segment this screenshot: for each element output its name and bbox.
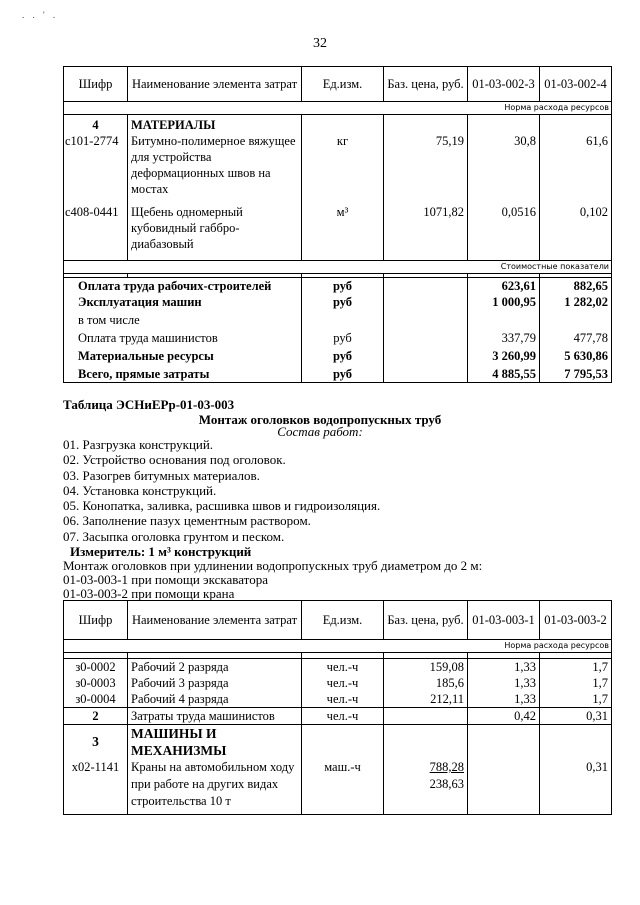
header-price: Баз. цена, руб. <box>384 67 468 102</box>
row-unit: кг <box>302 133 384 197</box>
row-name: Щебень одномерный кубовидный габбро-диабазовый <box>128 197 302 261</box>
cost-band <box>64 261 612 274</box>
cost-row <box>64 278 612 295</box>
section-number: 4 <box>64 115 128 134</box>
row-value-2: 1,7 <box>540 675 612 691</box>
row-price: 75,19 <box>384 133 468 197</box>
header-col2: 01-03-002-4 <box>540 67 612 102</box>
page-number: 32 <box>313 36 327 51</box>
row-value-1: 1,33 <box>468 659 540 676</box>
header-col1: 01-03-002-3 <box>468 67 540 102</box>
row-value-2: 0,102 <box>540 197 612 261</box>
header-col2: 01-03-003-2 <box>540 601 612 640</box>
table-row <box>64 133 612 197</box>
meter-unit: Измеритель: 1 м³ конструкций <box>70 544 252 559</box>
header-price: Баз. цена, руб. <box>384 601 468 640</box>
norm-band <box>64 640 612 653</box>
work-step: 05. Конопатка, заливка, расшивка швов и гидроизоляция. <box>63 498 381 514</box>
header-unit: Ед.изм. <box>302 67 384 102</box>
row-name: Рабочий 4 разряда <box>128 691 302 708</box>
row-number: 2 <box>64 708 128 725</box>
row-value-2: 0,31 <box>540 759 612 815</box>
row-value-1 <box>468 759 540 815</box>
cost-value-1: 3 260,99 <box>468 346 540 364</box>
work-step: 07. Засыпка оголовка грунтом и песком. <box>63 528 285 544</box>
work-step: 03. Разогрев битумных материалов. <box>63 467 260 483</box>
row-value-2: 0,31 <box>540 708 612 725</box>
cost-label: Стоимостные показатели <box>64 261 612 274</box>
row-price-secondary: 238,63 <box>429 777 464 791</box>
row-code: з0-0003 <box>64 675 128 691</box>
work-step: 01. Разгрузка конструкций. <box>63 437 214 452</box>
cost-value-1: 1 000,95 <box>468 294 540 310</box>
cost-unit: руб <box>302 278 384 295</box>
cost-value-1: 623,61 <box>468 278 540 295</box>
row-value-1: 30,8 <box>468 133 540 197</box>
norm-label: Норма расхода ресурсов <box>64 102 612 115</box>
variant: 01-03-003-2 при помощи крана <box>63 586 235 601</box>
header-unit: Ед.изм. <box>302 601 384 640</box>
row-name: Затраты труда машинистов <box>128 708 302 725</box>
row-unit: чел.-ч <box>302 708 384 725</box>
section-title: МАТЕРИАЛЫ <box>128 115 302 134</box>
cost-unit: руб <box>302 346 384 364</box>
row-price: 159,08 <box>384 659 468 676</box>
cost-name: в том числе <box>64 310 302 328</box>
work-description: Монтаж оголовков при удлинении водопропускных труб диаметром до 2 м: <box>63 558 483 573</box>
row-code: х02-1141 <box>64 759 128 815</box>
row-price: 1071,82 <box>384 197 468 261</box>
row-unit: м³ <box>302 197 384 261</box>
cost-name: Всего, прямые затраты <box>64 364 302 383</box>
cost-name: Оплата труда рабочих-строителей <box>64 278 302 295</box>
variant: 01-03-003-1 при помощи экскаватора <box>63 572 268 587</box>
row-value-2: 1,7 <box>540 691 612 708</box>
row-unit: чел.-ч <box>302 691 384 708</box>
table-row <box>64 197 612 261</box>
table-header-row <box>64 601 612 640</box>
cost-value-2: 882,65 <box>540 278 612 295</box>
work-step: 06. Заполнение пазух цементным раствором. <box>63 513 311 529</box>
cost-value-1: 337,79 <box>468 328 540 346</box>
cost-unit: руб <box>302 364 384 383</box>
header-code: Шифр <box>64 67 128 102</box>
cost-value-2: 5 630,86 <box>540 346 612 364</box>
cost-row <box>64 364 612 383</box>
cost-row <box>64 328 612 346</box>
cost-value-2: 477,78 <box>540 328 612 346</box>
norm-band <box>64 102 612 115</box>
table-row <box>64 691 612 708</box>
work-step: 02. Устройство основания под оголовок. <box>63 452 286 468</box>
cost-name: Эксплуатация машин <box>64 294 302 310</box>
resource-table-1 <box>63 66 612 383</box>
operator-row <box>64 708 612 725</box>
row-value-2: 1,7 <box>540 659 612 676</box>
composition-label: Состав работ: <box>277 424 363 439</box>
work-step: 04. Установка конструкций. <box>63 482 217 498</box>
cost-unit: руб <box>302 328 384 346</box>
row-price: 788,28 <box>429 760 464 774</box>
cost-row <box>64 310 612 328</box>
row-unit: маш.-ч <box>302 759 384 815</box>
section-row <box>64 115 612 134</box>
row-code: з0-0004 <box>64 691 128 708</box>
row-price: 212,11 <box>384 691 468 708</box>
cost-value-1: 4 885,55 <box>468 364 540 383</box>
scan-marks: . . ' . <box>22 10 59 20</box>
row-code: с101-2774 <box>64 133 128 197</box>
row-unit: чел.-ч <box>302 675 384 691</box>
table-row <box>64 759 612 815</box>
header-col1: 01-03-003-1 <box>468 601 540 640</box>
cost-name: Материальные ресурсы <box>64 346 302 364</box>
cost-value-2: 1 282,02 <box>540 294 612 310</box>
header-name: Наименование элемента затрат <box>128 601 302 640</box>
cost-name: Оплата труда машинистов <box>64 328 302 346</box>
row-code: с408-0441 <box>64 197 128 261</box>
resource-table-2 <box>63 600 612 815</box>
row-unit: чел.-ч <box>302 659 384 676</box>
work-steps <box>63 437 623 544</box>
section-subtitle: Монтаж оголовков водопропускных труб <box>198 412 442 427</box>
cost-row <box>64 294 612 310</box>
section-title: МАШИНЫ И МЕХАНИЗМЫ <box>128 725 302 760</box>
table-row <box>64 659 612 676</box>
table-header-row <box>64 67 612 102</box>
table-row <box>64 675 612 691</box>
section-row <box>64 725 612 760</box>
row-name: Краны на автомобильном ходу при работе на других видах строительства 10 т <box>128 759 302 815</box>
section-number: 3 <box>64 725 128 760</box>
row-value-1: 0,0516 <box>468 197 540 261</box>
row-price: 185,6 <box>384 675 468 691</box>
row-name: Битумно-полимерное вяжущее для устройства деформационных швов на мостах <box>128 133 302 197</box>
row-name: Рабочий 3 разряда <box>128 675 302 691</box>
table-title: Таблица ЭСНиЕРр-01-03-003 <box>63 397 235 412</box>
cost-unit: руб <box>302 294 384 310</box>
row-value-1: 1,33 <box>468 691 540 708</box>
cost-row <box>64 346 612 364</box>
header-code: Шифр <box>64 601 128 640</box>
row-value-2: 61,6 <box>540 133 612 197</box>
row-code: з0-0002 <box>64 659 128 676</box>
row-value-1: 0,42 <box>468 708 540 725</box>
cost-value-2: 7 795,53 <box>540 364 612 383</box>
norm-label: Норма расхода ресурсов <box>64 640 612 653</box>
row-name: Рабочий 2 разряда <box>128 659 302 676</box>
row-value-1: 1,33 <box>468 675 540 691</box>
header-name: Наименование элемента затрат <box>128 67 302 102</box>
